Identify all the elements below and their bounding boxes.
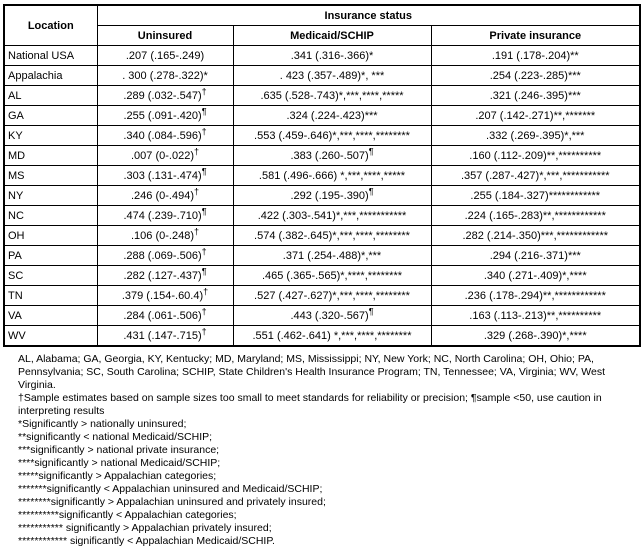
significance-note: *********** significantly > Appalachian privately insured;: [18, 522, 272, 534]
estimate-value: .551 (.462-.641) *,***,****,********: [252, 329, 412, 342]
sample-size-flag: ¶: [201, 165, 207, 176]
column-header-private-insurance: Private insurance: [431, 26, 640, 46]
sample-size-flag: †: [193, 225, 199, 236]
estimate-value: .379 (.154-.60.4): [121, 289, 204, 302]
estimate-value: .332 (.269-.395)*,***: [486, 129, 585, 142]
column-header-location: Location: [4, 5, 97, 46]
table-body: [4, 46, 640, 347]
data-cell: [431, 66, 640, 86]
estimate-value: .255 (.091-.420): [123, 109, 202, 122]
data-cell: [233, 46, 431, 66]
data-cell: [431, 246, 640, 266]
sample-size-flag: ¶: [201, 205, 207, 216]
estimate-value: .303 (.131-.474): [123, 169, 202, 182]
estimate-value: .282 (.127-.437): [123, 269, 202, 282]
location-cell: WV: [4, 326, 97, 347]
estimate-value: .236 (.178-.294)**,************: [464, 289, 606, 302]
estimate-value: .357 (.287-.427)*,***,***********: [460, 169, 610, 182]
data-cell: [431, 186, 640, 206]
column-header-uninsured: Uninsured: [97, 26, 233, 46]
sample-size-flag: †: [203, 285, 209, 296]
data-cell: [233, 326, 431, 347]
data-cell: [431, 226, 640, 246]
sample-size-flag: †: [201, 305, 207, 316]
estimate-value: .321 (.246-.395)***: [489, 89, 581, 102]
location-cell: SC: [4, 266, 97, 286]
estimate-value: .324 (.224-.423)***: [286, 109, 378, 122]
estimate-value: . 423 (.357-.489)*, ***: [279, 69, 385, 82]
significance-note: **significantly < national Medicaid/SCHIP;: [18, 431, 213, 443]
data-cell: [97, 326, 233, 347]
table-row: [4, 266, 640, 286]
data-cell: [431, 286, 640, 306]
estimate-value: .383 (.260-.507): [290, 149, 369, 162]
estimate-value: .282 (.214-.350)***,************: [462, 229, 609, 242]
data-cell: [431, 106, 640, 126]
sample-size-flag: †: [193, 185, 199, 196]
sample-size-flag: ¶: [368, 305, 374, 316]
table-row: [4, 286, 640, 306]
data-cell: [233, 186, 431, 206]
data-cell: [431, 126, 640, 146]
location-cell: MD: [4, 146, 97, 166]
sample-size-flag: †: [201, 125, 207, 136]
estimate-value: .465 (.365-.565)*,****,********: [261, 269, 403, 282]
estimate-value: .294 (.216-.371)***: [489, 249, 581, 262]
estimate-value: .431 (.147-.715): [123, 329, 202, 342]
header-row-columns: [4, 26, 640, 46]
estimate-value: .635 (.528-.743)*,***,****,*****: [260, 89, 404, 102]
location-cell: VA: [4, 306, 97, 326]
estimate-value: .371 (.254-.488)*,***: [282, 249, 382, 262]
data-cell: [233, 226, 431, 246]
data-cell: [431, 146, 640, 166]
estimate-value: .341 (.316-.366)*: [290, 49, 374, 62]
data-cell: [97, 306, 233, 326]
data-cell: [97, 106, 233, 126]
data-cell: [97, 86, 233, 106]
table-row: [4, 46, 640, 66]
data-cell: [431, 46, 640, 66]
table-row: [4, 126, 640, 146]
data-cell: [233, 86, 431, 106]
estimate-value: .422 (.303-.541)*,***,***********: [257, 209, 407, 222]
data-cell: [97, 46, 233, 66]
location-cell: PA: [4, 246, 97, 266]
estimate-value: .581 (.496-.666) *,***,****,*****: [258, 169, 406, 182]
estimate-value: .207 (.142-.271)**,*******: [475, 109, 596, 122]
location-cell: OH: [4, 226, 97, 246]
sample-size-flag: †: [201, 85, 207, 96]
data-cell: [233, 246, 431, 266]
location-cell: NY: [4, 186, 97, 206]
data-cell: [233, 106, 431, 126]
sample-size-note: †Sample estimates based on sample sizes too small to meet standards for reliability or precision; ¶sample <50, use caution in interpreting results: [18, 392, 602, 417]
estimate-value: .288 (.069-.506): [123, 249, 202, 262]
estimate-value: .207 (.165-.249): [125, 49, 205, 62]
location-cell: TN: [4, 286, 97, 306]
estimate-value: .106 (0-.248): [131, 229, 194, 242]
estimate-value: .527 (.427-.627)*,***,****,********: [254, 289, 410, 302]
data-cell: [431, 166, 640, 186]
sample-size-flag: ¶: [368, 185, 374, 196]
data-cell: [233, 146, 431, 166]
sample-size-flag: †: [193, 145, 199, 156]
location-cell: National USA: [4, 46, 97, 66]
data-cell: [97, 66, 233, 86]
data-cell: [97, 286, 233, 306]
data-cell: [233, 66, 431, 86]
data-cell: [431, 306, 640, 326]
data-cell: [233, 166, 431, 186]
estimate-value: .292 (.195-.390): [290, 189, 369, 202]
data-cell: [97, 166, 233, 186]
significance-note: **********significantly < Appalachian categories;: [18, 509, 237, 521]
data-cell: [97, 206, 233, 226]
estimate-value: .289 (.032-.547): [123, 89, 202, 102]
data-cell: [97, 246, 233, 266]
sample-size-flag: †: [201, 245, 207, 256]
table-row: [4, 146, 640, 166]
table-row: [4, 206, 640, 226]
estimate-value: .160 (.112-.209)**,**********: [469, 149, 602, 162]
location-cell: MS: [4, 166, 97, 186]
estimate-value: .340 (.084-.596): [123, 129, 202, 142]
table-row: [4, 66, 640, 86]
data-cell: [97, 186, 233, 206]
significance-note: ***significantly > national private insurance;: [18, 444, 220, 456]
estimate-value: .329 (.268-.390)*,****: [483, 329, 587, 342]
significance-note: ****significantly > national Medicaid/SCHIP;: [18, 457, 221, 469]
column-header-medicaid-schip: Medicaid/SCHIP: [233, 26, 431, 46]
data-cell: [233, 306, 431, 326]
header-row-group: [4, 5, 640, 26]
table-row: [4, 86, 640, 106]
table-row: [4, 246, 640, 266]
data-cell: [233, 286, 431, 306]
data-cell: [233, 126, 431, 146]
abbreviations-note: AL, Alabama; GA, Georgia, KY, Kentucky; MD, Maryland; MS, Mississippi; NY, New York; NC, North Carolina; OH, Ohio; PA, Pennsylvania; SC, South Carolina; SCHIP, State Children's Health Insurance Program; TN, Tennessee; VA, Virginia; WV, West Virginia.: [18, 353, 605, 391]
estimate-value: .246 (0-.494): [131, 189, 194, 202]
data-cell: [431, 86, 640, 106]
estimate-value: .224 (.165-.283)**,************: [464, 209, 606, 222]
estimate-value: .443 (.320-.567): [290, 309, 369, 322]
table-row: [4, 306, 640, 326]
sample-size-flag: ¶: [201, 105, 207, 116]
estimate-value: .007 (0-.022): [131, 149, 194, 162]
table-row: [4, 186, 640, 206]
data-cell: [431, 266, 640, 286]
estimate-value: .254 (.223-.285)***: [489, 69, 581, 82]
estimate-value: .553 (.459-.646)*,***,****,********: [254, 129, 410, 142]
significance-note: ********significantly > Appalachian uninsured and privately insured;: [18, 496, 326, 508]
data-cell: [431, 326, 640, 347]
significance-note: *******significantly < Appalachian uninsured and Medicaid/SCHIP;: [18, 483, 323, 495]
footnotes-section: [3, 347, 639, 548]
data-cell: [97, 226, 233, 246]
table-header: [4, 5, 640, 46]
estimate-value: .284 (.061-.506): [123, 309, 202, 322]
location-cell: GA: [4, 106, 97, 126]
table-row: [4, 166, 640, 186]
table-row: [4, 326, 640, 347]
sample-size-flag: ¶: [368, 145, 374, 156]
estimate-value: .574 (.382-.645)*,***,****,********: [254, 229, 410, 242]
table-row: [4, 226, 640, 246]
insurance-status-table: [3, 4, 641, 347]
column-group-header-insurance-status: Insurance status: [97, 5, 640, 26]
data-cell: [97, 146, 233, 166]
data-cell: [97, 126, 233, 146]
data-cell: [233, 206, 431, 226]
data-cell: [431, 206, 640, 226]
significance-note: *****significantly > Appalachian categories;: [18, 470, 217, 482]
estimate-value: . 300 (.278-.322)*: [122, 69, 208, 82]
data-cell: [97, 266, 233, 286]
estimate-value: .255 (.184-.327)************: [470, 189, 601, 202]
location-cell: AL: [4, 86, 97, 106]
estimate-value: .474 (.239-.710): [123, 209, 202, 222]
significance-note: ************ significantly < Appalachian Medicaid/SCHIP.: [18, 535, 275, 547]
estimate-value: .340 (.271-.409)*,****: [483, 269, 587, 282]
sample-size-flag: †: [201, 325, 207, 336]
location-cell: KY: [4, 126, 97, 146]
data-cell: [233, 266, 431, 286]
location-cell: Appalachia: [4, 66, 97, 86]
table-row: [4, 106, 640, 126]
estimate-value: .163 (.113-.213)**,**********: [469, 309, 602, 322]
sample-size-flag: ¶: [201, 265, 207, 276]
location-cell: NC: [4, 206, 97, 226]
estimate-value: .191 (.178-.204)**: [491, 49, 579, 62]
significance-note: *Significantly > nationally uninsured;: [18, 418, 187, 430]
significance-notes: [18, 418, 635, 548]
